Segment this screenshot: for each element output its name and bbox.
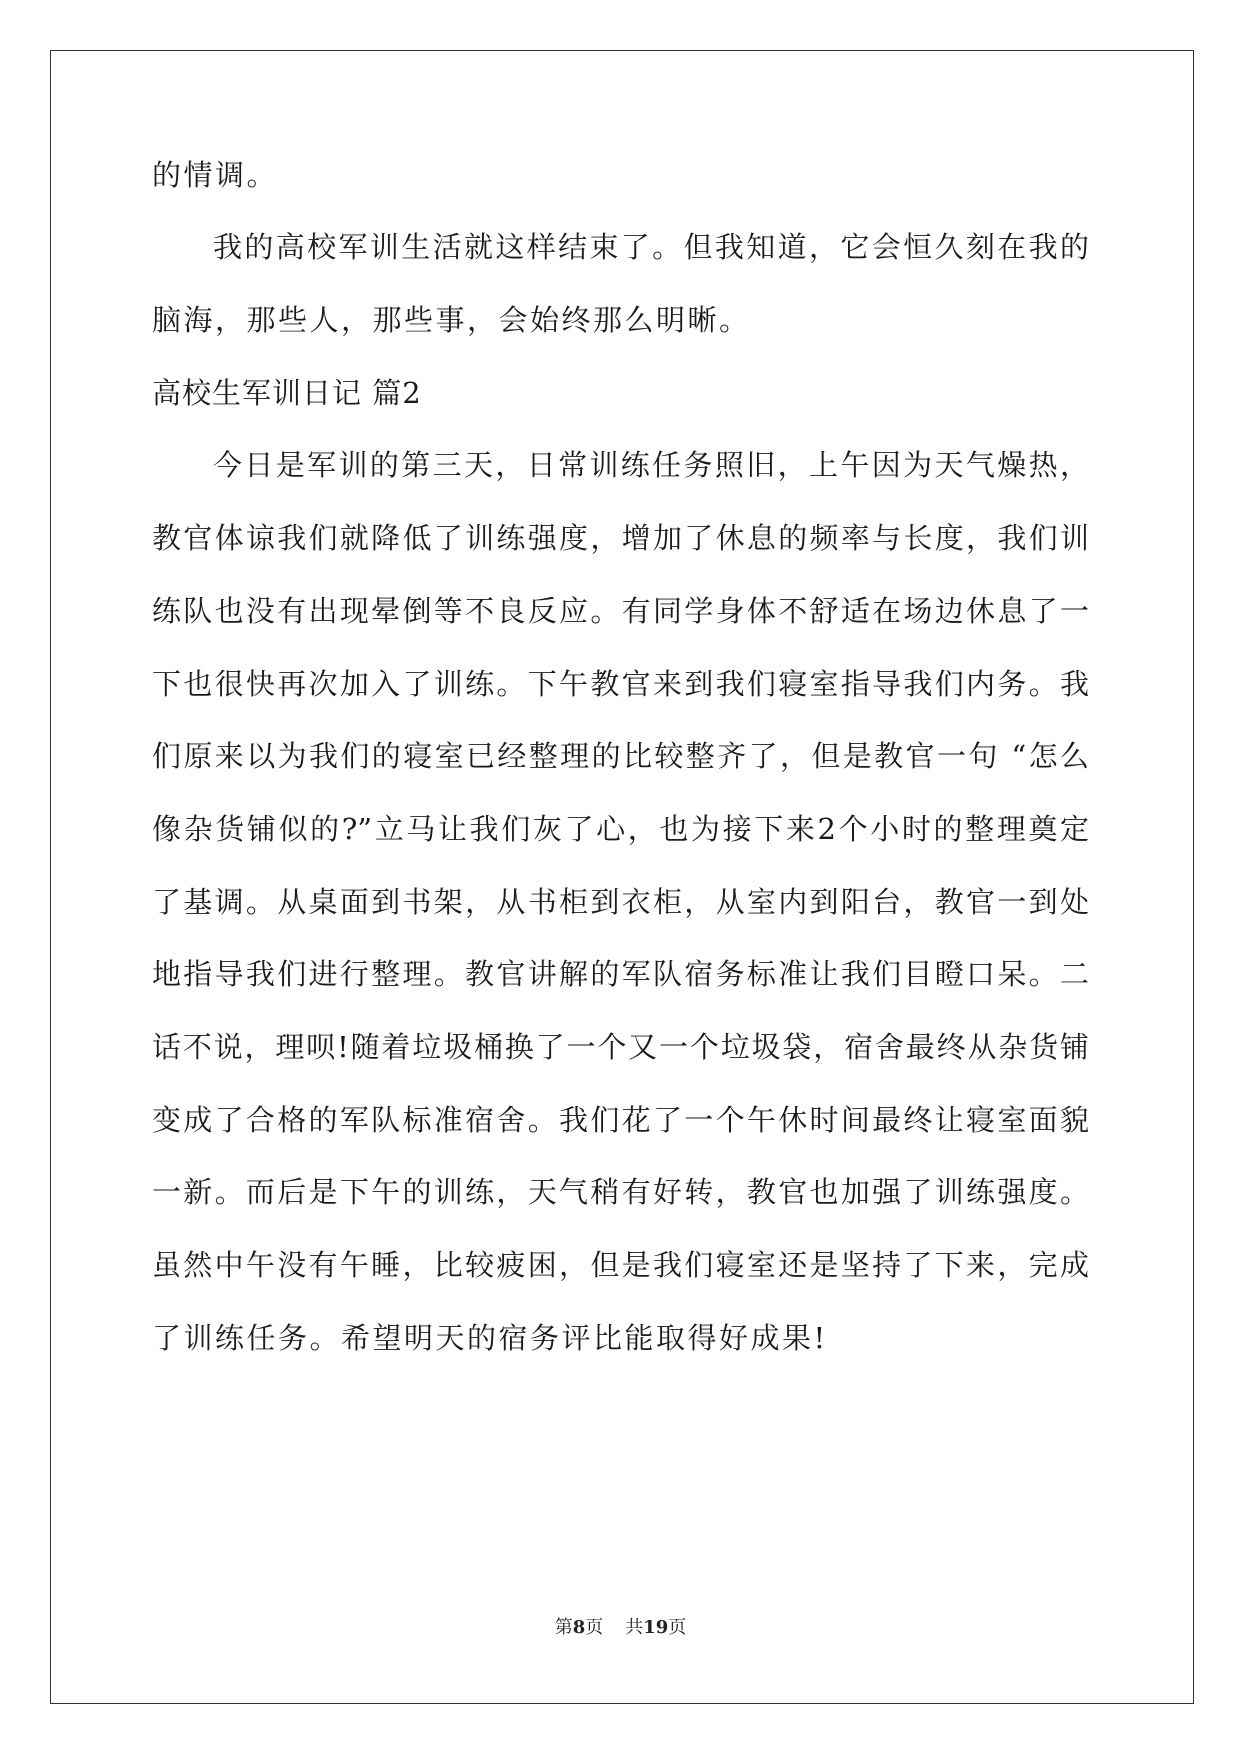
page-footer <box>0 1617 1241 1639</box>
text-line: 下也很快再次加入了训练。下午教官来到我们寝室指导我们内务。我 <box>152 667 1089 701</box>
text-line: 了训练任务。希望明天的宿务评比能取得好成果! <box>152 1321 828 1355</box>
total-pages: 19 <box>643 1617 669 1638</box>
total-prefix: 共 <box>625 1617 644 1638</box>
text-line: 地指导我们进行整理。教官讲解的军队宿务标准让我们目瞪口呆。二 <box>152 957 1089 991</box>
text-line: 一新。而后是下午的训练，天气稍有好转，教官也加强了训练强度。 <box>152 1175 1089 1209</box>
text-line: 了基调。从桌面到书架，从书柜到衣柜，从室内到阳台，教官一到处 <box>152 885 1089 919</box>
text-line: 们原来以为我们的寝室已经整理的比较整齐了，但是教官一句 “怎么 <box>152 739 1089 773</box>
text-line: 我的高校军训生活就这样结束了。但我知道，它会恒久刻在我的 <box>213 230 1089 264</box>
text-line: 教官体谅我们就降低了训练强度，增加了休息的频率与长度，我们训 <box>152 521 1089 555</box>
total-suffix: 页 <box>668 1617 687 1638</box>
text-line: 今日是军训的第三天，日常训练任务照旧，上午因为天气燥热， <box>213 448 1089 482</box>
section-heading: 高校生军训日记 篇2 <box>152 376 422 410</box>
page-suffix: 页 <box>585 1617 604 1638</box>
text-line: 话不说，理呗!随着垃圾桶换了一个又一个垃圾袋，宿舍最终从杂货铺 <box>152 1030 1089 1064</box>
text-line: 像杂货铺似的?”立马让我们灰了心，也为接下来2个小时的整理奠定 <box>152 812 1089 846</box>
page-number: 8 <box>572 1617 586 1638</box>
text-line: 虽然中午没有午睡，比较疲困，但是我们寝室还是坚持了下来，完成 <box>152 1248 1089 1282</box>
text-line: 的情调。 <box>152 158 279 192</box>
text-line: 变成了合格的军队标准宿舍。我们花了一个午休时间最终让寝室面貌 <box>152 1103 1089 1137</box>
text-line: 脑海，那些人，那些事，会始终那么明晰。 <box>152 303 751 337</box>
text-line: 练队也没有出现晕倒等不良反应。有同学身体不舒适在场边休息了一 <box>152 594 1089 628</box>
page-prefix: 第 <box>554 1617 573 1638</box>
